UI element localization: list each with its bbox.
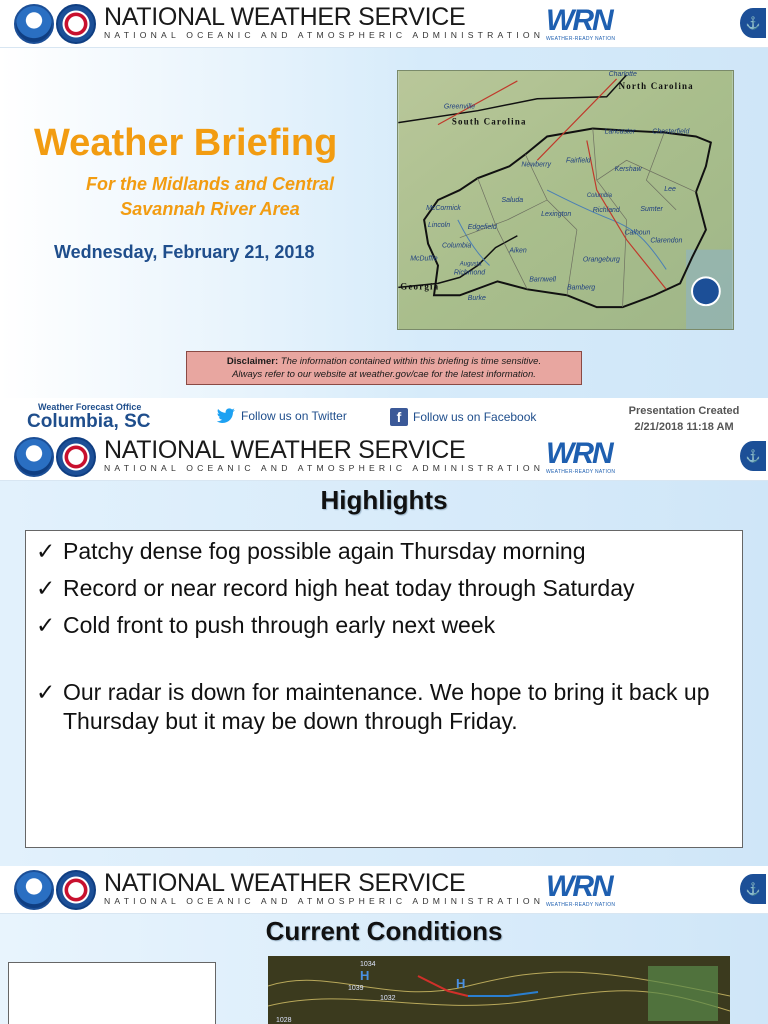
- map-city: Newberry: [521, 161, 552, 169]
- map-city: Lexington: [541, 210, 572, 218]
- briefing-title: Weather Briefing: [34, 122, 338, 164]
- wrn-logo: [546, 6, 630, 44]
- map-city: Lancaster: [604, 128, 636, 136]
- check-icon: ✓: [36, 612, 56, 638]
- noaa-logo-icon: [14, 437, 54, 477]
- map-city: Burke: [467, 295, 486, 303]
- map-city: Columbia: [441, 242, 472, 250]
- header-title: NATIONAL WEATHER SERVICE: [104, 3, 466, 31]
- facebook-icon: f: [390, 408, 408, 426]
- briefing-date: Wednesday, February 21, 2018: [54, 242, 315, 262]
- slide-weather-briefing: [0, 0, 768, 433]
- map-city: Lee: [664, 186, 676, 194]
- doc-seal-icon: ⚓: [740, 441, 766, 471]
- wrn-tagline: WEATHER-READY NATION: [546, 469, 616, 475]
- map-pressure-label: 1028: [276, 1017, 292, 1024]
- list-item: [36, 678, 732, 736]
- presentation-created: [600, 403, 768, 433]
- map-city: Edgefield: [467, 223, 497, 231]
- briefing-subtitle-line1: For the Midlands and Central: [85, 174, 335, 194]
- map-city: McDuffie: [410, 255, 438, 263]
- wfo-label: Weather Forecast Office: [38, 402, 142, 412]
- nws-logo-icon: [56, 437, 96, 477]
- high-pressure-label: H: [360, 968, 370, 983]
- map-pressure-label: 1032: [380, 995, 396, 1002]
- nws-logo-icon: [56, 4, 96, 44]
- wrn-logo-text: WRN: [546, 437, 612, 470]
- header-title: NATIONAL WEATHER SERVICE: [104, 436, 466, 464]
- wrn-tagline: WEATHER-READY NATION: [546, 36, 616, 42]
- map-pressure-label: 1039: [348, 985, 364, 992]
- check-icon: ✓: [36, 575, 56, 601]
- map-city: Bamberg: [566, 284, 596, 292]
- presentation-date: 2/21/2018 11:18 AM: [634, 421, 734, 433]
- list-item-text: Record or near record high heat today through Saturday: [63, 575, 635, 601]
- map-city: Chesterfield: [652, 128, 690, 136]
- map-city: Columbia: [586, 193, 612, 200]
- noaa-logo-icon: [14, 4, 54, 44]
- map-state-nc: North Carolina: [618, 80, 694, 91]
- map-state-ga: Georgia: [400, 281, 440, 292]
- twitter-icon: [216, 408, 236, 424]
- slide-highlights: [0, 433, 768, 866]
- list-item-text: Our radar is down for maintenance. We hope to bring it back up Thursday but it may be down through Friday.: [63, 679, 710, 734]
- nws-header: [0, 0, 768, 48]
- disclaimer-box: [186, 351, 582, 385]
- list-item-text: Patchy dense fog possible again Thursday morning: [63, 538, 586, 564]
- header-subtitle: NATIONAL OCEANIC AND ATMOSPHERIC ADMINISTRATION: [104, 463, 545, 473]
- wrn-logo: [546, 872, 630, 910]
- conditions-text-box: [8, 962, 216, 1024]
- map-city: Sumter: [640, 205, 663, 213]
- check-icon: ✓: [36, 679, 56, 705]
- wrn-logo-text: WRN: [546, 870, 612, 903]
- list-item: [36, 574, 732, 603]
- header-subtitle: NATIONAL OCEANIC AND ATMOSPHERIC ADMINISTRATION: [104, 30, 545, 40]
- slide-footer: [0, 398, 768, 433]
- map-city: Barnwell: [529, 276, 556, 284]
- list-item-text: Cold front to push through early next week: [63, 612, 496, 638]
- wrn-tagline: WEATHER-READY NATION: [546, 902, 616, 908]
- map-city: Aiken: [509, 247, 527, 255]
- briefing-subtitle: [30, 172, 390, 222]
- map-city: Lincoln: [428, 221, 451, 229]
- map-city: Orangeburg: [582, 256, 620, 264]
- briefing-subtitle-line2: Savannah River Area: [120, 199, 300, 219]
- wrn-logo: [546, 439, 630, 477]
- nws-seal-icon: [692, 277, 720, 305]
- disclaimer-line1: The information contained within this briefing is time sensitive.: [280, 356, 542, 367]
- map-city: Kershaw: [614, 166, 642, 174]
- map-city: Clarendon: [650, 237, 683, 245]
- list-item: [36, 537, 732, 566]
- check-icon: ✓: [36, 538, 56, 564]
- highlights-list: [25, 530, 743, 848]
- noaa-logo-icon: [14, 870, 54, 910]
- map-pressure-label: 1034: [360, 961, 376, 968]
- map-city: Calhoun: [624, 229, 651, 237]
- map-city: McCormick: [426, 204, 461, 212]
- map-city: Charlotte: [608, 70, 637, 78]
- header-title: NATIONAL WEATHER SERVICE: [104, 869, 466, 897]
- facebook-link[interactable]: [390, 408, 536, 426]
- highlights-title: Highlights: [320, 485, 448, 515]
- map-state-sc: South Carolina: [451, 116, 527, 127]
- wfo-name: Columbia, SC: [27, 411, 151, 432]
- map-city: Richland: [592, 206, 620, 214]
- surface-weather-map: [268, 956, 730, 1024]
- map-city: Saluda: [501, 196, 524, 204]
- map-city: Augusta: [459, 261, 482, 268]
- nws-logo-icon: [56, 870, 96, 910]
- doc-seal-icon: ⚓: [740, 8, 766, 38]
- map-city: Fairfield: [565, 157, 591, 165]
- map-city: Greenville: [443, 103, 476, 111]
- wrn-logo-text: WRN: [546, 4, 612, 37]
- map-city: Richmond: [453, 269, 486, 277]
- list-item: [36, 611, 732, 640]
- slide-current-conditions: [0, 866, 768, 1024]
- nws-header: [0, 433, 768, 481]
- list-spacer: [36, 648, 732, 678]
- facebook-text: Follow us on Facebook: [413, 410, 537, 424]
- disclaimer-label: Disclaimer:: [226, 356, 279, 367]
- presentation-label: Presentation Created: [628, 405, 740, 417]
- current-conditions-title: Current Conditions: [265, 916, 503, 946]
- header-subtitle: NATIONAL OCEANIC AND ATMOSPHERIC ADMINISTRATION: [104, 896, 545, 906]
- twitter-text: Follow us on Twitter: [241, 409, 347, 423]
- doc-seal-icon: ⚓: [740, 874, 766, 904]
- nws-header: [0, 866, 768, 914]
- area-map: [397, 70, 734, 330]
- high-pressure-label: H: [456, 976, 466, 991]
- disclaimer-line2: Always refer to our website at weather.gov/cae for the latest information.: [232, 369, 536, 380]
- twitter-link[interactable]: [216, 408, 347, 424]
